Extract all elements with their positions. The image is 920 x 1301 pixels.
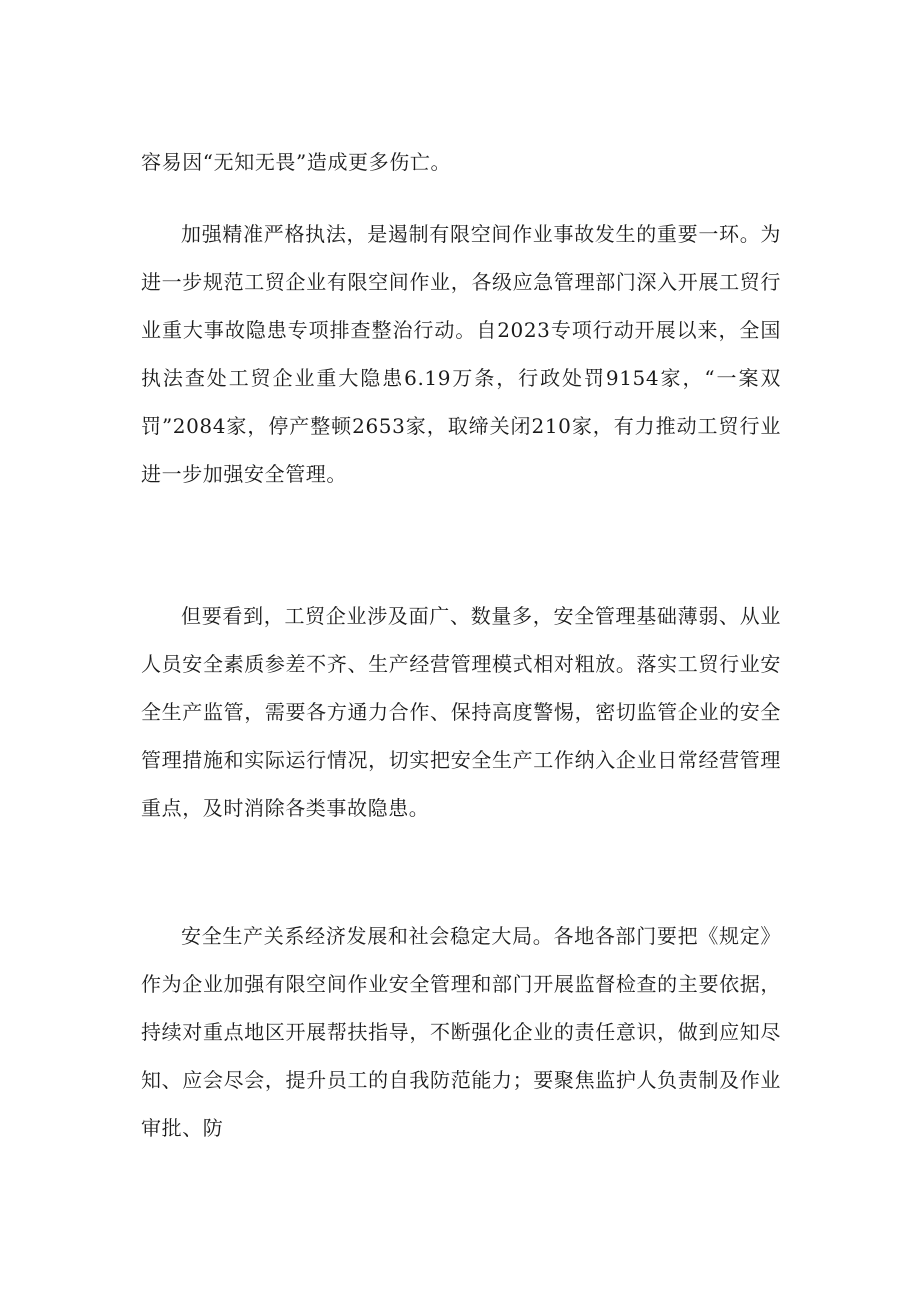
paragraph-enforcement: [141, 210, 781, 498]
paragraph-text: 但要看到，工贸企业涉及面广、数量多，安全管理基础薄弱、从业人员安全素质参差不齐、生产经营管理模式相对粗放。落实工贸行业安全生产监管，需要各方通力合作、保持高度警惕，密切监管企业的安全管理措施和实际运行情况，切实把安全生产工作纳入企业日常经营管理重点，及时消除各类事故隐患。: [141, 604, 781, 820]
paragraph-text: 安全生产关系经济发展和社会稳定大局。各地各部门要把《规定》作为企业加强有限空间作业安全管理和部门开展监督检查的主要依据，持续对重点地区开展帮扶指导，不断强化企业的责任意识，做到应知尽知、应会尽会，提升员工的自我防范能力；要聚焦监护人负责制及作业审批、防: [141, 924, 781, 1140]
paragraph-text: 容易因“无知无畏”造成更多伤亡。: [141, 150, 452, 174]
paragraph-text: 加强精准严格执法，是遏制有限空间作业事故发生的重要一环。为进一步规范工贸企业有限空间作业，各级应急管理部门深入开展工贸行业重大事故隐患专项排查整治行动。自2023专项行动开展以来，全国执法查处工贸企业重大隐患6.19万条，行政处罚9154家，“一案双罚”2084家，停产整顿2653家，取缔关闭210家，有力推动工贸行业进一步加强安全管理。: [141, 222, 781, 486]
paragraph-continuation: [141, 138, 781, 186]
paragraph-supervision: [141, 592, 781, 832]
paragraph-safety-production: [141, 912, 781, 1152]
